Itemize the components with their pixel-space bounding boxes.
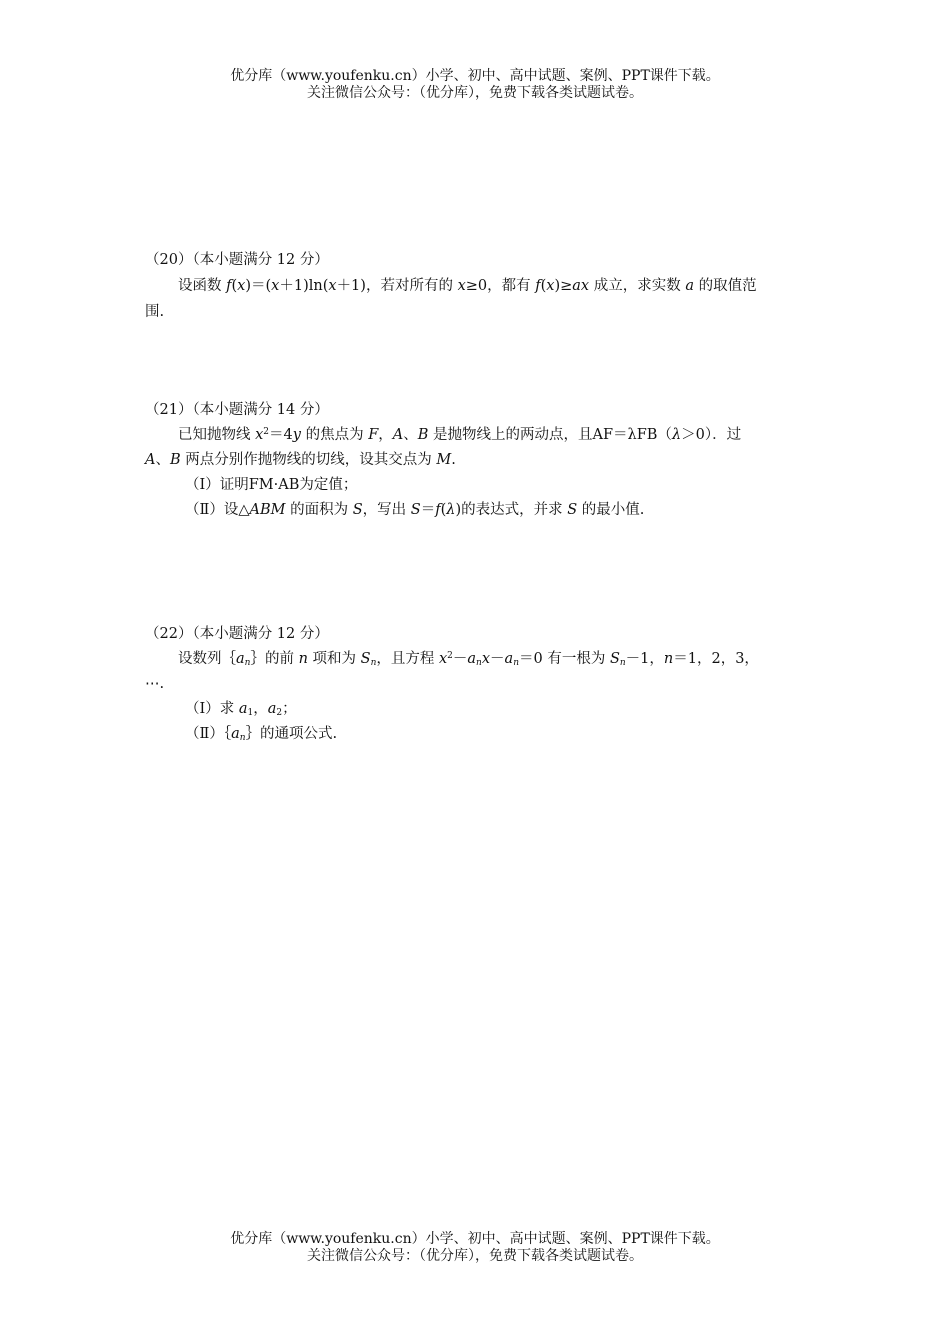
q20-body-line-1: 设函数 f(x)＝(x＋1)ln(x＋1)，若对所有的 x≥0，都有 f(x)≥ax 成立，求实数 a 的取值范 xyxy=(178,278,757,294)
page-header xyxy=(0,68,950,102)
q22-part-1: （Ⅰ）求 $a_1$，$a_2$； xyxy=(185,701,297,718)
q21-part-1: （Ⅰ）证明FM·AB为定值； xyxy=(185,477,358,493)
q21-part-2: （Ⅱ）设△ABM 的面积为 S，写出 S＝f(λ)的表达式，并求 S 的最小值. xyxy=(185,502,645,518)
q20-title: （20）（本小题满分 12 分） xyxy=(145,252,329,268)
footer-line-2: 关注微信公众号：（优分库），免费下载各类试题试卷。 xyxy=(307,1248,643,1264)
q21-title: （21）（本小题满分 14 分） xyxy=(145,402,329,418)
page-footer xyxy=(0,1231,950,1265)
header-line-2: 关注微信公众号：（优分库），免费下载各类试题试卷。 xyxy=(307,85,643,101)
q22-body-line-1: 设数列$\{a_n\}$的前 n 项和为 $S_n$，且方程 $x^2-a_nx-a_n=0$ 有一根为 $S_n-1$，n＝1，2，3， xyxy=(178,651,759,668)
q22-part-2: $(Ⅱ)\{a_n\}$的通项公式. xyxy=(185,726,338,743)
header-line-1: 优分库（www.youfenku.cn）小学、初中、高中试题、案例、PPT课件下载。 xyxy=(230,68,720,84)
footer-line-1: 优分库（www.youfenku.cn）小学、初中、高中试题、案例、PPT课件下载。 xyxy=(230,1231,720,1247)
q20-body-line-2: 围. xyxy=(145,304,165,320)
q21-body-line-1: 已知抛物线 $x^2=4y$ 的焦点为 F，A、B 是抛物线上的两动点，且AF＝λFB（λ＞0）．过 xyxy=(178,427,742,443)
q22-title: （22）（本小题满分 12 分） xyxy=(145,626,329,642)
q21-body-line-2: A、B 两点分别作抛物线的切线，设其交点为 M. xyxy=(145,452,456,468)
q22-body-line-2: ⋯. xyxy=(145,676,165,692)
